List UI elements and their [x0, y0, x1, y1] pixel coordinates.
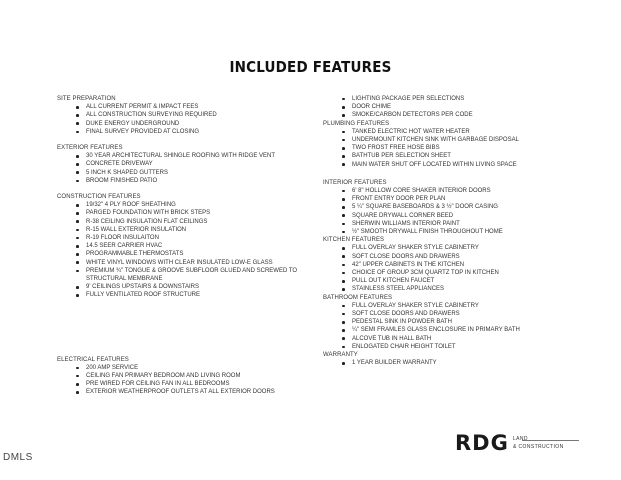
feature-item: DOOR CHIME	[323, 103, 583, 111]
left-column	[57, 95, 307, 405]
feature-item: TANKED ELECTRIC HOT WATER HEATER	[323, 128, 583, 136]
feature-item: ENLOGATED CHAIR HEIGHT TOILET	[323, 343, 583, 351]
feature-item: 9' CEILINGS UPSTAIRS & DOWNSTAIRS	[57, 283, 307, 291]
feature-item: FRONT ENTRY DOOR PER PLAN	[323, 195, 583, 203]
rdg-logo	[455, 431, 580, 455]
feature-item: STAINLESS STEEL APPLIANCES	[323, 285, 583, 293]
feature-item: 14.5 SEER CARRIER HVAC	[57, 242, 307, 250]
section-heading: WARRANTY	[323, 352, 358, 359]
feature-section	[323, 179, 583, 236]
feature-item: CONCRETE DRIVEWAY	[57, 160, 307, 168]
feature-item: ¼" SEMI FRAMLES GLASS ENCLOSURE IN PRIMARY BATH	[323, 326, 583, 334]
feature-item: SOFT CLOSE DOORS AND DRAWERS	[323, 310, 583, 318]
feature-item: FULLY VENTILATED ROOF STRUCTURE	[57, 291, 307, 299]
logo-divider	[522, 440, 579, 441]
section-heading: ELECTRICAL FEATURES	[57, 356, 129, 363]
feature-item: MAIN WATER SHUT OFF LOCATED WITHIN LIVING SPACE	[323, 161, 583, 169]
feature-item: 200 AMP SERVICE	[57, 364, 307, 372]
feature-section	[57, 356, 307, 397]
feature-item: ALL CURRENT PERMIT & IMPACT FEES	[57, 103, 307, 111]
feature-item: SMOKE/CARBON DETECTORS PER CODE	[323, 111, 583, 119]
logo-mark: RDG	[455, 431, 509, 455]
feature-list	[57, 152, 307, 185]
feature-list	[57, 201, 307, 299]
logo-subtitle	[513, 435, 564, 451]
feature-item: PRE WIRED FOR CEILING FAN IN ALL BEDROOMS	[57, 380, 307, 388]
feature-item: 1 YEAR BUILDER WARRANTY	[323, 359, 583, 367]
feature-section	[323, 95, 583, 120]
feature-list	[323, 359, 583, 367]
feature-item: BATHTUB PER SELECTION SHEET	[323, 152, 583, 160]
feature-section	[57, 144, 307, 185]
feature-item: R-19 FLOOR INSULAITON	[57, 234, 307, 242]
feature-item: FINAL SURVEY PROVIDED AT CLOSING	[57, 128, 307, 136]
feature-item: PULL OUT KITCHEN FAUCET	[323, 277, 583, 285]
feature-item: DUKE ENERGY UNDERGROUND	[57, 120, 307, 128]
section-heading: BATHROOM FEATURES	[323, 294, 393, 301]
logo-line-construction: & CONSTRUCTION	[513, 444, 564, 450]
feature-item: FULL OVERLAY SHAKER STYLE CABINETRY	[323, 244, 583, 252]
feature-item: SQUARE DRYWALL CORNER BEED	[323, 212, 583, 220]
feature-item: SOFT CLOSE DOORS AND DRAWERS	[323, 253, 583, 261]
feature-list	[57, 364, 307, 397]
feature-list	[323, 244, 583, 293]
feature-item: UNDERMOUNT KITCHEN SINK WITH GARBAGE DISPOSAL	[323, 136, 583, 144]
feature-section	[57, 95, 307, 136]
feature-section	[323, 120, 583, 169]
feature-item: R-38 CEILING INSULATION FLAT CEILINGS	[57, 218, 307, 226]
section-heading: SITE PREPARATION	[57, 96, 116, 102]
feature-item: PARGED FOUNDATION WITH BRICK STEPS	[57, 209, 307, 217]
feature-list	[323, 187, 583, 236]
page-title: INCLUDED FEATURES	[229, 58, 392, 76]
mls-watermark: DMLS	[3, 452, 33, 463]
feature-item: ALCOVE TUB IN HALL BATH	[323, 335, 583, 343]
feature-list	[57, 103, 307, 136]
feature-item: ALL CONSTRUCTION SURVEYING REQUIRED	[57, 111, 307, 119]
feature-item: 42" UPPER CABINETS IN THE KITCHEN	[323, 261, 583, 269]
feature-item: CHOICE OF GROUP 3CM QUARTZ TOP IN KITCHEN	[323, 269, 583, 277]
feature-item: EXTERIOR WEATHERPROOF OUTLETS AT ALL EXTERIOR DOORS	[57, 388, 307, 396]
feature-item: BROOM FINISHED PATIO	[57, 177, 307, 185]
section-heading: PLUMBING FEATURES	[323, 120, 390, 127]
feature-item: PROGRAMMABLE THERMOSTATS	[57, 250, 307, 258]
feature-item: 6' 8" HOLLOW CORE SHAKER INTERIOR DOORS	[323, 187, 583, 195]
section-heading: INTERIOR FEATURES	[323, 179, 387, 186]
feature-item: 5 ¼" SQUARE BASEBOARDS & 3 ½" DOOR CASING	[323, 203, 583, 211]
feature-item: 19/32" 4 PLY ROOF SHEATHING	[57, 201, 307, 209]
right-column	[323, 95, 583, 368]
feature-item: PREMIUM ¾" TONGUE & GROOVE SUBFLOOR GLUED AND SCREWED TO STRUCTURAL MEMBRANE	[57, 267, 307, 283]
section-heading: KITCHEN FEATURES	[323, 237, 385, 244]
feature-item: 30 YEAR ARCHITECTURAL SHINGLE ROOFING WITH RIDGE VENT	[57, 152, 307, 160]
feature-item: 5 INCH K SHAPED GUTTERS	[57, 169, 307, 177]
feature-item: TWO FROST FREE HOSE BIBS	[323, 144, 583, 152]
feature-list	[323, 302, 583, 351]
logo-line-land: LAND	[513, 436, 528, 442]
feature-item: ½" SMOOTH DRYWALL FINISH THROUGHOUT HOME	[323, 228, 583, 236]
feature-section	[323, 351, 583, 367]
feature-item: CEILING FAN PRIMARY BEDROOM AND LIVING ROOM	[57, 372, 307, 380]
feature-item: SHERWIN WILLIAMS INTERIOR PAINT	[323, 220, 583, 228]
feature-list	[323, 128, 583, 169]
section-heading: EXTERIOR FEATURES	[57, 145, 123, 152]
feature-item: R-15 WALL EXTERIOR INSULATION	[57, 226, 307, 234]
feature-item: FULL OVERLAY SHAKER STYLE CABINETRY	[323, 302, 583, 310]
feature-item: PEDESTAL SINK IN POWDER BATH	[323, 318, 583, 326]
feature-item: WHITE VINYL WINDOWS WITH CLEAR INSULATED LOW-E GLASS	[57, 259, 307, 267]
section-heading: CONSTRUCTION FEATURES	[57, 194, 141, 201]
feature-list	[323, 95, 583, 120]
feature-section	[57, 193, 307, 300]
feature-section	[323, 236, 583, 293]
feature-item: LIGHTING PACKAGE PER SELECTIONS	[323, 95, 583, 103]
feature-section	[323, 294, 583, 351]
